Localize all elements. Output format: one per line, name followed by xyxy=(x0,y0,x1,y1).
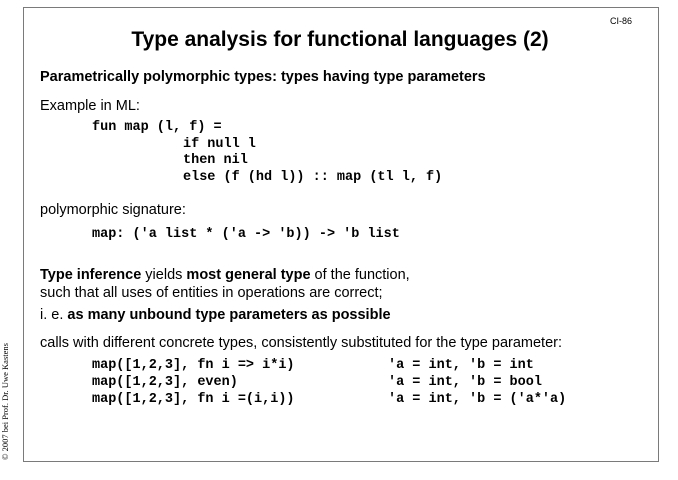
inference-line-2: such that all uses of entities in operations are correct; xyxy=(40,285,383,301)
inference-ie-line xyxy=(40,307,391,323)
code-line: if null l xyxy=(183,137,256,152)
term-type-inference: Type inference xyxy=(40,267,142,283)
inference-text-2: of the function, xyxy=(310,267,410,283)
slide-id: CI-86 xyxy=(610,16,633,26)
signature-label: polymorphic signature: xyxy=(40,202,186,218)
term-most-general-type: most general type xyxy=(186,267,311,283)
calls-label: calls with different concrete types, consistently substituted for the type parameter: xyxy=(40,335,562,351)
polymorphic-signature: map: ('a list * ('a -> 'b)) -> 'b list xyxy=(92,227,400,242)
inference-text-1: yields xyxy=(141,267,187,283)
call-expression: map([1,2,3], even) xyxy=(92,375,238,390)
copyright-notice: © 2007 bei Prof. Dr. Uwe Kastens xyxy=(0,343,10,460)
ie-emphasis: as many unbound type parameters as possible xyxy=(67,307,391,323)
section-heading: Parametrically polymorphic types: types having type parameters xyxy=(40,69,486,85)
code-line: else (f (hd l)) :: map (tl l, f) xyxy=(183,170,443,185)
ie-prefix: i. e. xyxy=(40,307,68,323)
call-substitution: 'a = int, 'b = int xyxy=(388,358,534,373)
code-line: fun map (l, f) = xyxy=(92,120,222,135)
call-substitution: 'a = int, 'b = bool xyxy=(388,375,542,390)
example-label: Example in ML: xyxy=(40,98,140,114)
code-line: then nil xyxy=(183,153,248,168)
call-expression: map([1,2,3], fn i =(i,i)) xyxy=(92,392,295,407)
call-substitution: 'a = int, 'b = ('a*'a) xyxy=(388,392,567,407)
page-title: Type analysis for functional languages (2) xyxy=(131,28,549,51)
inference-line-1 xyxy=(40,267,410,283)
call-expression: map([1,2,3], fn i => i*i) xyxy=(92,358,295,373)
